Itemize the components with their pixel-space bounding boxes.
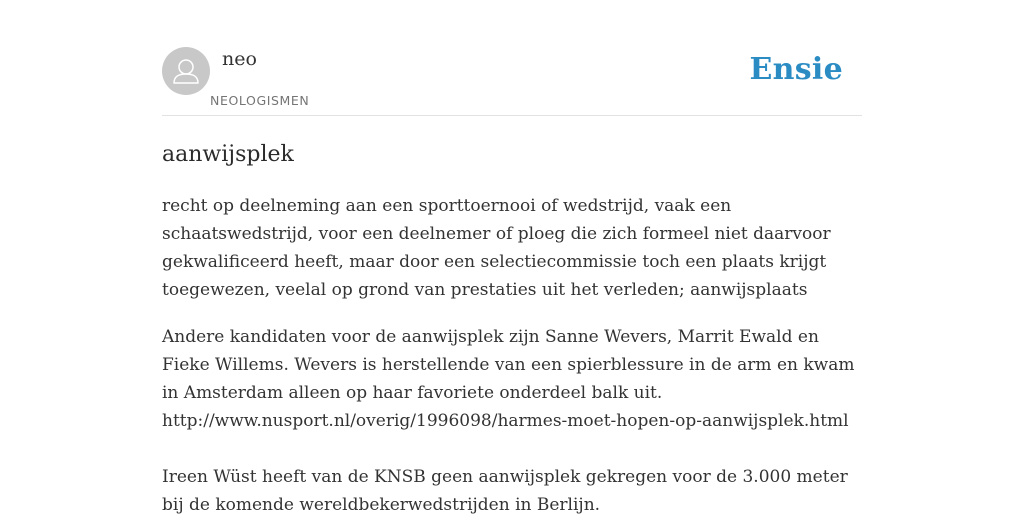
example-text: Andere kandidaten voor de aanwijsplek zijn Sanne Wevers, Marrit Ewald en Fieke Willems. Wevers is herstellende van een spierblessure in de arm en kwam in Amsterdam alleen op haar favoriete onderdeel balk uit.	[162, 327, 855, 403]
example-spacer	[162, 435, 862, 463]
entry-header	[162, 0, 862, 116]
example-text: Ireen Wüst heeft van de KNSB geen aanwijsplek gekregen voor de 3.000 meter bij de komende wereldbekerwedstrijden in Berlijn.	[162, 467, 848, 515]
entry-title: aanwijsplek	[162, 142, 294, 167]
example-source: http://www.nusport.nl/overig/1996098/harmes-moet-hopen-op-aanwijsplek.html	[162, 411, 849, 431]
entry-definition: recht op deelneming aan een sporttoernooi of wedstrijd, vaak een schaatswedstrijd, voor een deelnemer of ploeg die zich formeel niet daarvoor gekwalificeerd heeft, maar door een selectiecommissie toch een plaats krijgt toegewezen, veelal op grond van prestaties uit het verleden; aanwijsplaats	[162, 196, 831, 300]
category-link[interactable]: NEOLOGISMEN	[210, 93, 310, 108]
author-avatar[interactable]	[162, 47, 210, 95]
ensie-logo[interactable]: Ensie	[749, 52, 843, 87]
entry-examples	[162, 323, 862, 519]
entry-page	[162, 0, 862, 515]
user-silhouette-icon	[162, 47, 210, 95]
author-name-link[interactable]: neo	[222, 48, 257, 70]
